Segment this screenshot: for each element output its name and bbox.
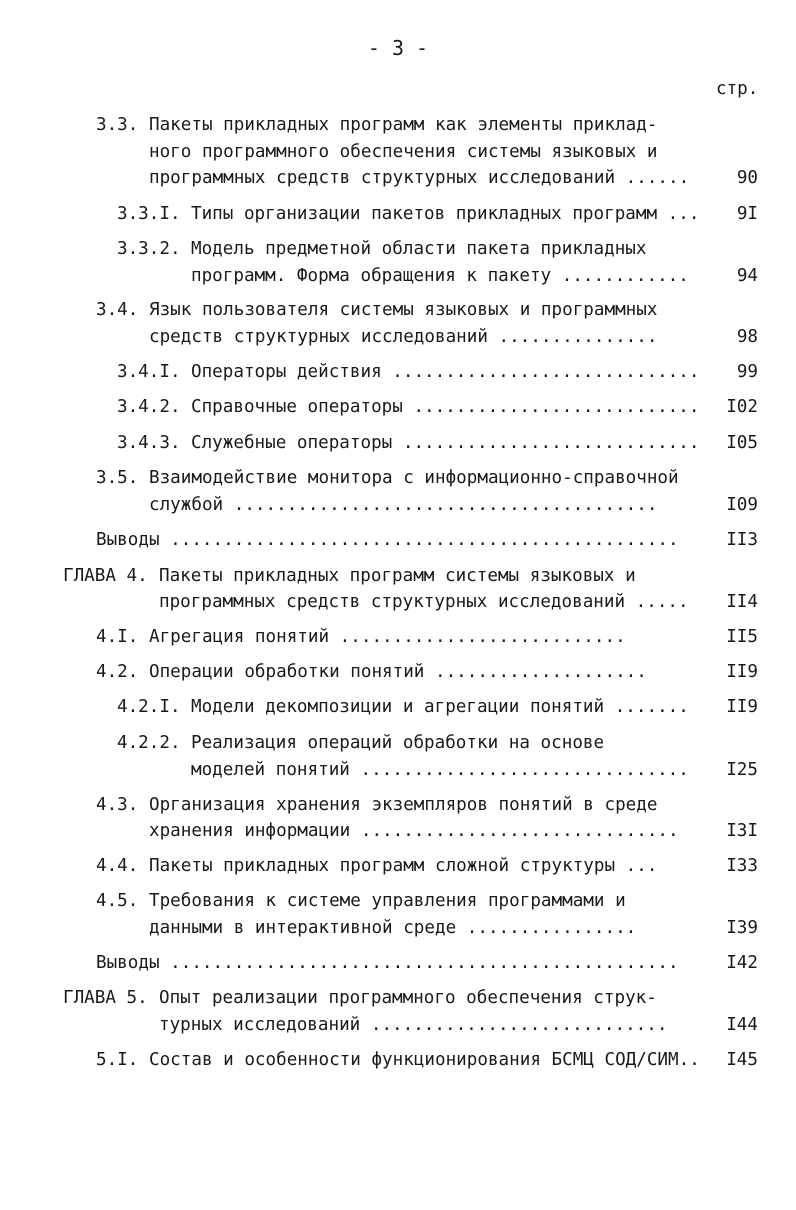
toc-page: 94 bbox=[736, 266, 758, 286]
toc-title-line: Пакеты прикладных программ сложной структуры ... bbox=[149, 856, 658, 876]
toc-title-line: данными в интерактивной среде ................ bbox=[149, 918, 637, 938]
toc-title-line: Требования к системе управления программами и bbox=[149, 891, 626, 911]
toc-title-line: хранения информации .............................. bbox=[149, 821, 679, 841]
toc-title-line: Модели декомпозиции и агрегации понятий ....... bbox=[191, 697, 689, 717]
toc-title-line: Язык пользователя системы языковых и программных bbox=[149, 300, 658, 320]
toc-chapter-number: ГЛАВА 4. bbox=[63, 566, 148, 586]
toc-page: I25 bbox=[726, 760, 758, 780]
toc-page: II4 bbox=[726, 592, 758, 612]
toc-chapter-number: ГЛАВА 5. bbox=[63, 988, 148, 1008]
toc-page: I3I bbox=[726, 821, 758, 841]
toc-page: II5 bbox=[726, 627, 758, 647]
toc-page: I39 bbox=[726, 918, 758, 938]
toc-page: I44 bbox=[726, 1015, 758, 1035]
toc-number: 3.4.3. bbox=[117, 433, 181, 453]
toc-number: 3.5. bbox=[96, 468, 139, 488]
page-number: - 3 - bbox=[367, 36, 429, 60]
toc-number: 4.I. bbox=[96, 627, 139, 647]
toc-page: I45 bbox=[726, 1050, 758, 1070]
toc-page: I09 bbox=[726, 495, 758, 515]
toc-page: 98 bbox=[736, 327, 758, 347]
toc-title-line: моделей понятий ............................... bbox=[191, 760, 689, 780]
toc-title-line: средств структурных исследований ............... bbox=[149, 327, 658, 347]
toc-page: I33 bbox=[726, 856, 758, 876]
toc-page: I05 bbox=[726, 433, 758, 453]
toc-title-line: Выводы ................................................ bbox=[96, 530, 679, 550]
toc-title-line: Опыт реализации программного обеспечения струк- bbox=[159, 988, 657, 1008]
toc-title-line: программных средств структурных исследований ..... bbox=[159, 592, 689, 612]
toc-page: I42 bbox=[726, 953, 758, 973]
toc-title-line: Агрегация понятий ........................... bbox=[149, 627, 626, 647]
toc-number: 4.4. bbox=[96, 856, 139, 876]
toc-page: 90 bbox=[736, 168, 758, 188]
toc-number: 3.3.2. bbox=[117, 239, 181, 259]
toc-title-line: Операции обработки понятий .................... bbox=[149, 662, 647, 682]
toc-title-line: Реализация операций обработки на основе bbox=[191, 733, 605, 753]
toc-title-line: ного программного обеспечения системы языковых и bbox=[149, 142, 658, 162]
toc-title-line: Пакеты прикладных программ системы языковых и bbox=[159, 566, 636, 586]
toc-page: II9 bbox=[726, 697, 758, 717]
toc-title-line: службой ........................................ bbox=[149, 495, 658, 515]
toc-title-line: Типы организации пакетов прикладных программ ... bbox=[191, 204, 700, 224]
toc-page: I02 bbox=[726, 397, 758, 417]
toc-number: 4.2.2. bbox=[117, 733, 181, 753]
toc-number: 3.4.2. bbox=[117, 397, 181, 417]
toc-number: 4.2. bbox=[96, 662, 139, 682]
toc-title-line: Выводы ................................................ bbox=[96, 953, 679, 973]
toc-title-line: Состав и особенности функционирования БСМЦ СОД/СИМ.. bbox=[149, 1050, 700, 1070]
toc-page: 99 bbox=[736, 362, 758, 382]
toc-title-line: Операторы действия ............................. bbox=[191, 362, 700, 382]
page-column-label: стр. bbox=[716, 79, 759, 99]
toc-number: 5.I. bbox=[96, 1050, 139, 1070]
toc-number: 4.2.I. bbox=[117, 697, 181, 717]
toc-number: 4.5. bbox=[96, 891, 139, 911]
toc-number: 3.3. bbox=[96, 115, 139, 135]
toc-title-line: Справочные операторы ........................... bbox=[191, 397, 700, 417]
toc-title-line: Модель предметной области пакета прикладных bbox=[191, 239, 647, 259]
toc-number: 4.3. bbox=[96, 795, 139, 815]
toc-number: 3.4. bbox=[96, 300, 139, 320]
toc-title-line: турных исследований ............................ bbox=[159, 1015, 668, 1035]
toc-title-line: программных средств структурных исследований ...... bbox=[149, 168, 690, 188]
toc-number: 3.4.I. bbox=[117, 362, 181, 382]
toc-title-line: Организация хранения экземпляров понятий в среде bbox=[149, 795, 658, 815]
toc-page: II9 bbox=[726, 662, 758, 682]
toc-page: 9I bbox=[736, 204, 758, 224]
toc-title-line: Служебные операторы ............................ bbox=[191, 433, 700, 453]
toc-title-line: программ. Форма обращения к пакету ............ bbox=[191, 266, 689, 286]
toc-number: 3.3.I. bbox=[117, 204, 181, 224]
toc-title-line: Взаимодействие монитора с информационно-справочной bbox=[149, 468, 679, 488]
toc-page: II3 bbox=[726, 530, 758, 550]
toc-title-line: Пакеты прикладных программ как элементы приклад- bbox=[149, 115, 658, 135]
